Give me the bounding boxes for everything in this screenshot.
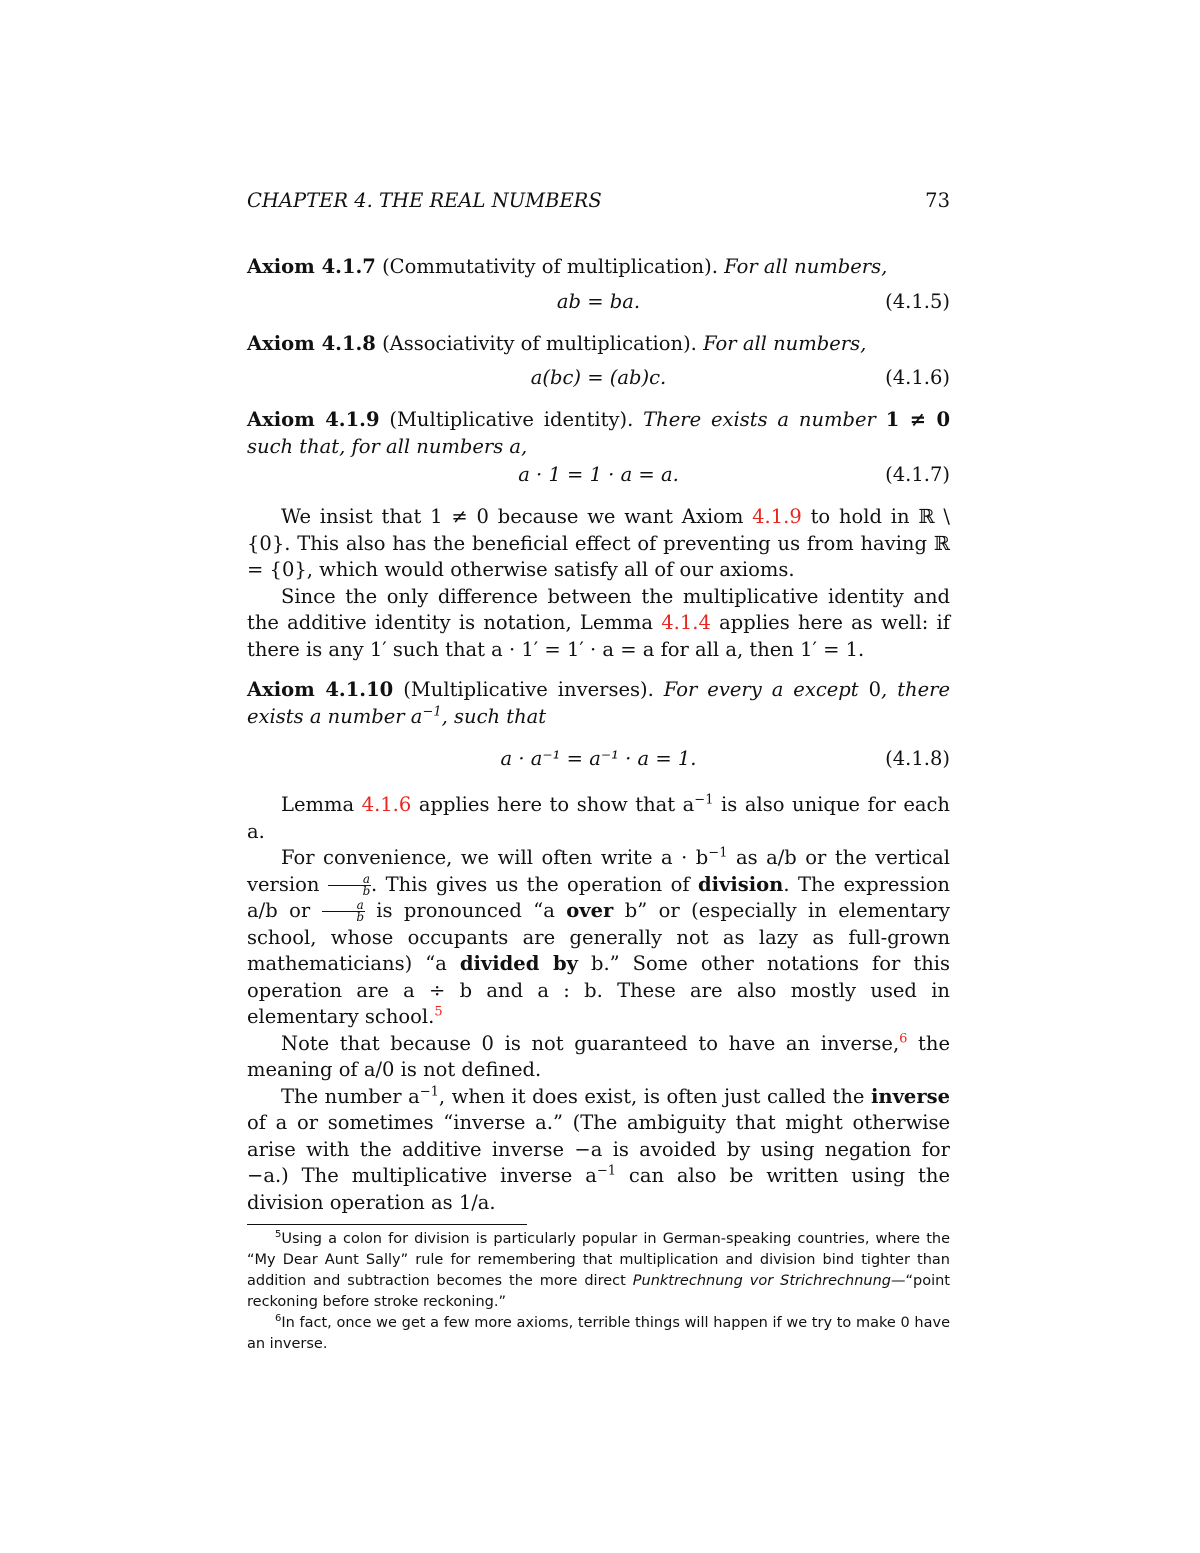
- equation-body: a · 1 = 1 · a = a.: [518, 463, 679, 486]
- axiom-statement-c: such that, for all numbers a,: [247, 434, 528, 458]
- paragraph-identity-unique: [247, 584, 950, 664]
- axiom-name: (Commutativity of multiplication).: [382, 255, 718, 278]
- axiom-statement-a: There exists a number: [643, 408, 876, 431]
- text: In fact, once we get a few more axioms, terrible things will happen if we try to make 0 have an inverse.: [247, 1315, 950, 1352]
- equation-4-1-6: [247, 365, 950, 395]
- superscript: −1: [708, 845, 728, 861]
- axiom-statement: For all numbers,: [724, 255, 888, 278]
- text: to hold in ℝ \ {0}. This also has the beneficial effect of preventing us from having ℝ = {0}, which would otherwise satisfy all of our axioms.: [247, 505, 950, 581]
- lemma-ref-link[interactable]: 4.1.4: [661, 611, 711, 634]
- footnote-6: [247, 1313, 950, 1355]
- equation-4-1-7: [247, 462, 950, 492]
- italic-term: Punktrechnung vor Strichrechnung: [632, 1273, 891, 1289]
- lemma-ref-link[interactable]: 4.1.6: [361, 793, 412, 816]
- text: . This gives us the operation of: [371, 872, 698, 896]
- axiom-statement-a: For every a except: [663, 678, 859, 701]
- term-division: division: [698, 872, 784, 896]
- text: , when it does exist, is often just called the: [438, 1084, 871, 1108]
- text: is pronounced “a: [364, 899, 567, 922]
- paragraph-identity-nonzero: [247, 504, 950, 584]
- axiom-statement: For all numbers,: [703, 331, 867, 355]
- paragraph-division: [247, 845, 950, 1031]
- equation-4-1-5: [247, 289, 950, 319]
- paragraph-inverse-unique: [247, 792, 950, 845]
- axiom-statement-d: , such that: [441, 704, 547, 728]
- text: We insist that 1 ≠ 0 because we want Axiom: [281, 505, 753, 528]
- axiom-name: (Associativity of multiplication).: [382, 331, 697, 355]
- fraction: [322, 900, 365, 923]
- axiom-label: Axiom 4.1.9: [247, 408, 380, 431]
- axiom-4-1-7: [247, 254, 950, 281]
- axiom-statement-b: 1 ≠ 0: [885, 408, 951, 431]
- superscript: −1: [419, 1084, 439, 1099]
- axiom-label: Axiom 4.1.8: [247, 331, 376, 355]
- equation-number: (4.1.8): [885, 747, 950, 770]
- term-over: over: [566, 899, 614, 922]
- footnote-ref-link[interactable]: 5: [434, 1004, 443, 1020]
- superscript: −1: [694, 792, 714, 808]
- axiom-4-1-10: [247, 677, 950, 730]
- axiom-ref-link[interactable]: 4.1.9: [752, 505, 802, 528]
- equation-number: (4.1.7): [885, 463, 950, 486]
- fraction-denominator: b: [356, 910, 365, 924]
- footnote-mark: 5: [275, 1229, 282, 1241]
- equation-4-1-8: [247, 746, 950, 776]
- text: For convenience, we will often write a · b: [281, 846, 709, 869]
- axiom-name: (Multiplicative inverses).: [403, 678, 654, 701]
- footnote-mark: 6: [275, 1313, 282, 1325]
- footnote-5: [247, 1229, 950, 1313]
- equation-number: (4.1.5): [885, 289, 950, 313]
- text: of a or sometimes “inverse a.” (The ambiguity that might otherwise arise with the additive inverse −a is avoided by using negation for −a.) The multiplicative inverse a: [247, 1111, 950, 1187]
- axiom-statement-b: 0: [868, 678, 882, 701]
- fraction-numerator: a: [322, 900, 365, 912]
- text: Note that because 0 is not guaranteed to have an inverse,: [281, 1031, 900, 1055]
- page-number: 73: [925, 189, 950, 212]
- text: b.” Some other notations for this operation are a ÷ b and a : b. These are also mostly used in elementary school.: [247, 952, 950, 1028]
- equation-body: a(bc) = (ab)c.: [530, 366, 667, 389]
- axiom-4-1-9: [247, 407, 950, 460]
- equation-body: a · a⁻¹ = a⁻¹ · a = 1.: [500, 747, 697, 770]
- equation-number: (4.1.6): [885, 366, 950, 389]
- text: applies here as well: if there is any 1′ such that a · 1′ = 1′ · a = a for all a, then 1′ = 1.: [247, 611, 950, 661]
- axiom-label: Axiom 4.1.7: [247, 255, 376, 278]
- term-divided-by: divided by: [459, 952, 578, 975]
- axiom-label: Axiom 4.1.10: [247, 678, 394, 701]
- footnote-ref-link[interactable]: 6: [899, 1031, 908, 1046]
- text: Since the only difference between the multiplicative identity and the additive identity is notation, Lemma: [247, 584, 950, 634]
- text: applies here to show that a: [411, 793, 695, 816]
- footnote-divider: [247, 1224, 527, 1225]
- fraction-numerator: a: [328, 874, 371, 886]
- axiom-name: (Multiplicative identity).: [389, 408, 634, 431]
- text: Using a colon for division is particularly popular in German-speaking countries, where the “My Dear Aunt Sally” rule for remembering that multiplication and division bind tighter than addition and subtraction becomes the more direct: [247, 1231, 950, 1289]
- fraction: [328, 871, 371, 898]
- axiom-4-1-8: [247, 331, 950, 358]
- text: b” or (especially in elementary school, whose occupants are generally not as lazy as full-grown mathematicians) “a: [247, 899, 950, 975]
- text: as a/b or the vertical version: [247, 846, 950, 896]
- paragraph-zero-inverse: [247, 1031, 950, 1084]
- page-body: [247, 188, 950, 1355]
- chapter-title: CHAPTER 4. THE REAL NUMBERS: [247, 189, 602, 212]
- text: is also unique for each a.: [247, 793, 950, 843]
- superscript: −1: [422, 704, 442, 719]
- superscript: −1: [596, 1163, 617, 1179]
- footnotes: [247, 1229, 950, 1355]
- text: the meaning of a/0 is not defined.: [247, 1031, 950, 1081]
- fraction-denominator: b: [362, 883, 371, 898]
- paragraph-inverse-name: [247, 1084, 950, 1217]
- text: . The expression a/b or: [247, 872, 950, 922]
- term-inverse: inverse: [871, 1084, 950, 1108]
- equation-body: ab = ba.: [556, 289, 641, 313]
- text: —“point reckoning before stroke reckoning.”: [247, 1273, 950, 1310]
- text: The number a: [281, 1084, 420, 1108]
- running-header: [247, 188, 950, 222]
- axiom-statement-c: , there exists a number a: [247, 678, 951, 728]
- text: Lemma: [281, 793, 362, 816]
- text: can also be written using the division operation as 1/a.: [247, 1164, 950, 1214]
